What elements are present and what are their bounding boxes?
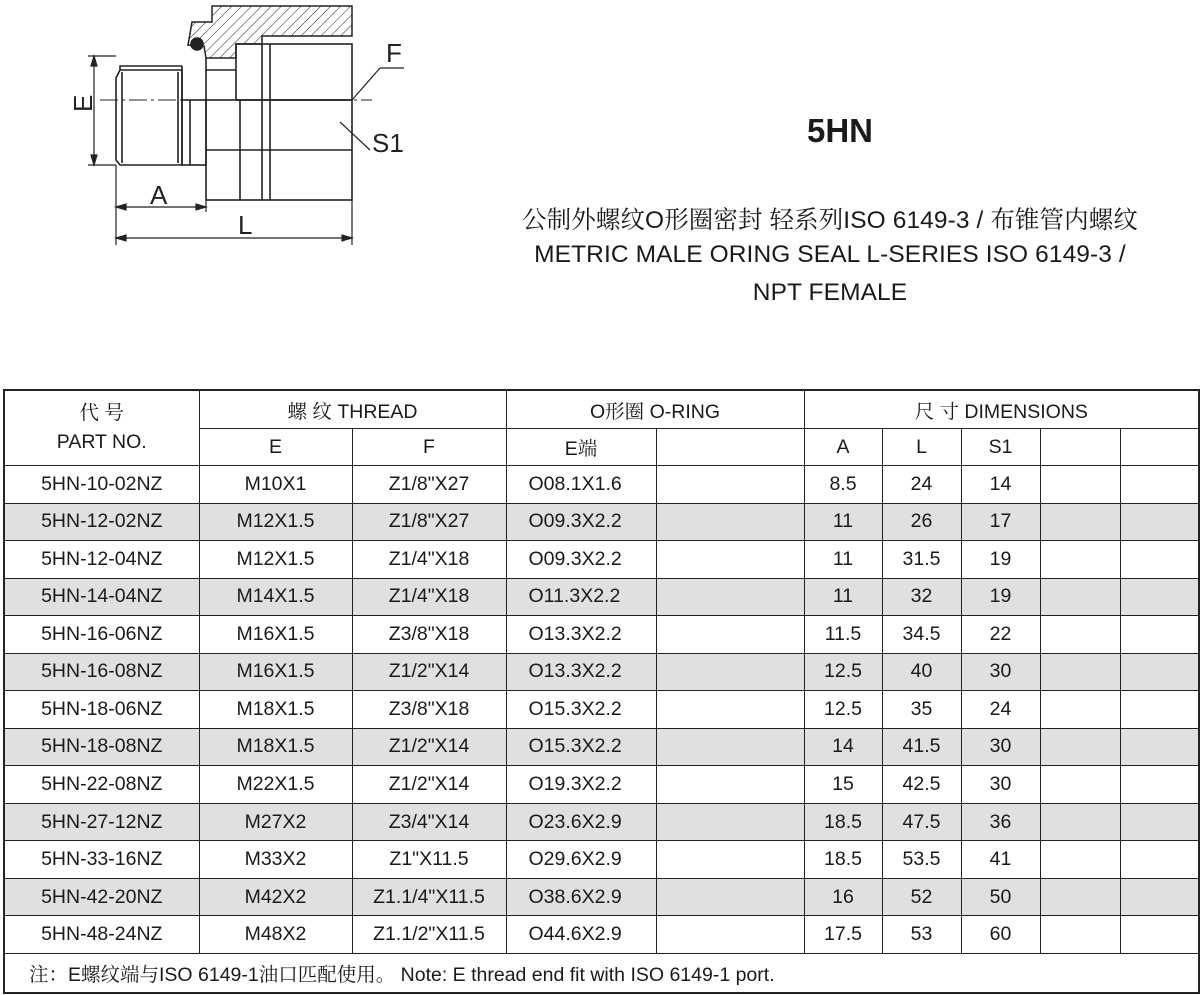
dim-a-cell: 18.5: [804, 841, 882, 879]
dim-l-cell: 42.5: [882, 766, 961, 804]
dim-a-cell: 11: [804, 503, 882, 541]
thread-header: 螺 纹 THREAD: [199, 390, 506, 429]
dim-blank-cell: [1040, 503, 1120, 541]
dim-blank-cell: [1040, 616, 1120, 654]
thread-e-cell: M22X1.5: [199, 766, 352, 804]
dim-l-cell: 40: [882, 653, 961, 691]
dim-l-cell: 53: [882, 916, 961, 954]
dim-a-cell: 11: [804, 578, 882, 616]
oring-cell: O19.3X2.2: [506, 766, 656, 804]
dim-a-cell: 14: [804, 728, 882, 766]
oring-blank-cell: [656, 691, 804, 729]
thread-f-cell: Z1.1/2"X11.5: [352, 916, 506, 954]
oring-cell: O09.3X2.2: [506, 503, 656, 541]
dim-l-header: L: [882, 429, 961, 466]
dim-blank-cell: [1120, 653, 1199, 691]
dim-s1-cell: 24: [961, 691, 1040, 729]
dim-s1-cell: 14: [961, 466, 1040, 504]
thread-e-cell: M16X1.5: [199, 653, 352, 691]
dim-a-cell: 18.5: [804, 803, 882, 841]
dim-blank-cell: [1040, 578, 1120, 616]
oring-cell: O11.3X2.2: [506, 578, 656, 616]
part-no-header: [4, 390, 199, 466]
dim-s1-cell: 30: [961, 728, 1040, 766]
dim-l-cell: 47.5: [882, 803, 961, 841]
part-number-cell: 5HN-42-20NZ: [4, 878, 199, 916]
oring-blank-cell: [656, 616, 804, 654]
thread-f-cell: Z3/8"X18: [352, 691, 506, 729]
oring-cell: O09.3X2.2: [506, 541, 656, 579]
fitting-drawing: [0, 0, 470, 260]
dim-blank-cell: [1040, 466, 1120, 504]
oring-header: O形圈 O-RING: [506, 390, 804, 429]
dim-blank-header-2: [1120, 429, 1199, 466]
dim-a-header: A: [804, 429, 882, 466]
thread-e-cell: M10X1: [199, 466, 352, 504]
dim-s1-cell: 50: [961, 878, 1040, 916]
specification-table: [3, 389, 1200, 994]
dim-blank-cell: [1120, 878, 1199, 916]
dim-blank-cell: [1040, 878, 1120, 916]
dim-blank-cell: [1040, 653, 1120, 691]
oring-blank-cell: [656, 653, 804, 691]
dim-s1-cell: 30: [961, 653, 1040, 691]
table-row: [4, 578, 1199, 616]
oring-blank-cell: [656, 728, 804, 766]
thread-f-cell: Z1/4"X18: [352, 541, 506, 579]
thread-e-cell: M42X2: [199, 878, 352, 916]
oring-blank-cell: [656, 841, 804, 879]
dim-a-cell: 11: [804, 541, 882, 579]
thread-f-cell: Z1/4"X18: [352, 578, 506, 616]
thread-e-cell: M18X1.5: [199, 728, 352, 766]
oring-cell: O44.6X2.9: [506, 916, 656, 954]
oring-cell: O13.3X2.2: [506, 616, 656, 654]
table-note: 注：E螺纹端与ISO 6149-1油口匹配使用。 Note: E thread end fit with ISO 6149-1 port.: [4, 954, 1199, 994]
table-row: [4, 691, 1199, 729]
dim-blank-cell: [1120, 916, 1199, 954]
dim-a-cell: 16: [804, 878, 882, 916]
part-number-cell: 5HN-18-06NZ: [4, 691, 199, 729]
dim-s1-cell: 22: [961, 616, 1040, 654]
thread-f-cell: Z1"X11.5: [352, 841, 506, 879]
oring-blank-cell: [656, 878, 804, 916]
label-f: F: [386, 38, 402, 68]
label-s1: S1: [372, 128, 404, 158]
oring-e-end-header: E端: [506, 429, 656, 466]
dim-s1-cell: 41: [961, 841, 1040, 879]
dim-s1-header: S1: [961, 429, 1040, 466]
dim-s1-cell: 19: [961, 578, 1040, 616]
oring-cell: O15.3X2.2: [506, 728, 656, 766]
dim-blank-cell: [1120, 841, 1199, 879]
dim-blank-cell: [1040, 728, 1120, 766]
thread-e-cell: M12X1.5: [199, 541, 352, 579]
label-e: E: [68, 94, 98, 112]
oring-blank-cell: [656, 541, 804, 579]
fitting-outline: [116, 38, 352, 200]
dim-a-cell: 17.5: [804, 916, 882, 954]
thread-f-cell: Z3/4"X14: [352, 803, 506, 841]
thread-f-cell: Z1/2"X14: [352, 766, 506, 804]
dim-s1-cell: 30: [961, 766, 1040, 804]
part-number-cell: 5HN-10-02NZ: [4, 466, 199, 504]
dim-l-cell: 35: [882, 691, 961, 729]
thread-f-cell: Z1/8"X27: [352, 466, 506, 504]
dim-blank-cell: [1120, 466, 1199, 504]
thread-e-cell: M48X2: [199, 916, 352, 954]
part-no-header-en: PART NO.: [56, 431, 147, 453]
oring-cell: O38.6X2.9: [506, 878, 656, 916]
table-row: [4, 878, 1199, 916]
thread-f-header: F: [352, 429, 506, 466]
dim-l-cell: 53.5: [882, 841, 961, 879]
thread-f-cell: Z3/8"X18: [352, 616, 506, 654]
title-english-line1: METRIC MALE ORING SEAL L-SERIES ISO 6149-3 /: [534, 241, 1126, 268]
dim-a-cell: 12.5: [804, 691, 882, 729]
dim-a-cell: 12.5: [804, 653, 882, 691]
part-number-cell: 5HN-14-04NZ: [4, 578, 199, 616]
dimensions-header: 尺 寸 DIMENSIONS: [804, 390, 1199, 429]
dim-l-cell: 52: [882, 878, 961, 916]
table-row: [4, 503, 1199, 541]
dim-l-cell: 31.5: [882, 541, 961, 579]
dim-l-cell: 24: [882, 466, 961, 504]
table-row: [4, 466, 1199, 504]
oring-cell: O29.6X2.9: [506, 841, 656, 879]
oring-blank-cell: [656, 916, 804, 954]
thread-e-cell: M27X2: [199, 803, 352, 841]
title-english-line2: NPT FEMALE: [752, 279, 908, 306]
dim-blank-cell: [1040, 803, 1120, 841]
oring-cell: O15.3X2.2: [506, 691, 656, 729]
table-row: [4, 616, 1199, 654]
oring-blank-header: [656, 429, 804, 466]
oring-blank-cell: [656, 766, 804, 804]
table-row: [4, 541, 1199, 579]
label-a: A: [150, 180, 168, 210]
thread-e-cell: M18X1.5: [199, 691, 352, 729]
dim-blank-cell: [1120, 578, 1199, 616]
table-row: [4, 653, 1199, 691]
thread-f-cell: Z1/2"X14: [352, 653, 506, 691]
oring-cell: O08.1X1.6: [506, 466, 656, 504]
table-row: [4, 916, 1199, 954]
thread-e-header: E: [199, 429, 352, 466]
dim-a-cell: 11.5: [804, 616, 882, 654]
part-number-cell: 5HN-12-02NZ: [4, 503, 199, 541]
part-number-cell: 5HN-16-06NZ: [4, 616, 199, 654]
oring-blank-cell: [656, 503, 804, 541]
dim-blank-cell: [1040, 916, 1120, 954]
dim-blank-cell: [1120, 803, 1199, 841]
part-number-cell: 5HN-27-12NZ: [4, 803, 199, 841]
dim-blank-cell: [1120, 616, 1199, 654]
dim-blank-cell: [1120, 766, 1199, 804]
part-number-cell: 5HN-33-16NZ: [4, 841, 199, 879]
oring-blank-cell: [656, 803, 804, 841]
dim-a-cell: 8.5: [804, 466, 882, 504]
thread-f-cell: Z1/8"X27: [352, 503, 506, 541]
dim-blank-header-1: [1040, 429, 1120, 466]
table-row: [4, 803, 1199, 841]
dim-blank-cell: [1120, 503, 1199, 541]
label-l: L: [238, 210, 253, 240]
dim-blank-cell: [1120, 541, 1199, 579]
dim-s1-cell: 17: [961, 503, 1040, 541]
thread-e-cell: M16X1.5: [199, 616, 352, 654]
thread-e-cell: M33X2: [199, 841, 352, 879]
dim-blank-cell: [1120, 728, 1199, 766]
dim-blank-cell: [1120, 691, 1199, 729]
dim-a-cell: 15: [804, 766, 882, 804]
dim-s1-cell: 60: [961, 916, 1040, 954]
part-number-cell: 5HN-48-24NZ: [4, 916, 199, 954]
table-row: [4, 728, 1199, 766]
table-row: [4, 841, 1199, 879]
dim-s1-cell: 19: [961, 541, 1040, 579]
part-number-cell: 5HN-22-08NZ: [4, 766, 199, 804]
oring-blank-cell: [656, 466, 804, 504]
table-row: [4, 766, 1199, 804]
dim-l-cell: 26: [882, 503, 961, 541]
thread-e-cell: M12X1.5: [199, 503, 352, 541]
dim-blank-cell: [1040, 541, 1120, 579]
part-number-cell: 5HN-16-08NZ: [4, 653, 199, 691]
dim-s1-cell: 36: [961, 803, 1040, 841]
thread-f-cell: Z1/2"X14: [352, 728, 506, 766]
dim-l-cell: 41.5: [882, 728, 961, 766]
thread-e-cell: M14X1.5: [199, 578, 352, 616]
dim-l-cell: 32: [882, 578, 961, 616]
product-code: 5HN: [806, 112, 874, 149]
oring-blank-cell: [656, 578, 804, 616]
dim-blank-cell: [1040, 691, 1120, 729]
title-chinese: 公制外螺纹O形圈密封 轻系列ISO 6149-3 / 布锥管内螺纹: [522, 207, 1138, 234]
part-number-cell: 5HN-18-08NZ: [4, 728, 199, 766]
oring-cell: O23.6X2.9: [506, 803, 656, 841]
thread-f-cell: Z1.1/4"X11.5: [352, 878, 506, 916]
dim-blank-cell: [1040, 766, 1120, 804]
part-number-cell: 5HN-12-04NZ: [4, 541, 199, 579]
oring-cell: O13.3X2.2: [506, 653, 656, 691]
dim-l-cell: 34.5: [882, 616, 961, 654]
dim-blank-cell: [1040, 841, 1120, 879]
part-no-header-cn: 代 号: [79, 402, 124, 424]
